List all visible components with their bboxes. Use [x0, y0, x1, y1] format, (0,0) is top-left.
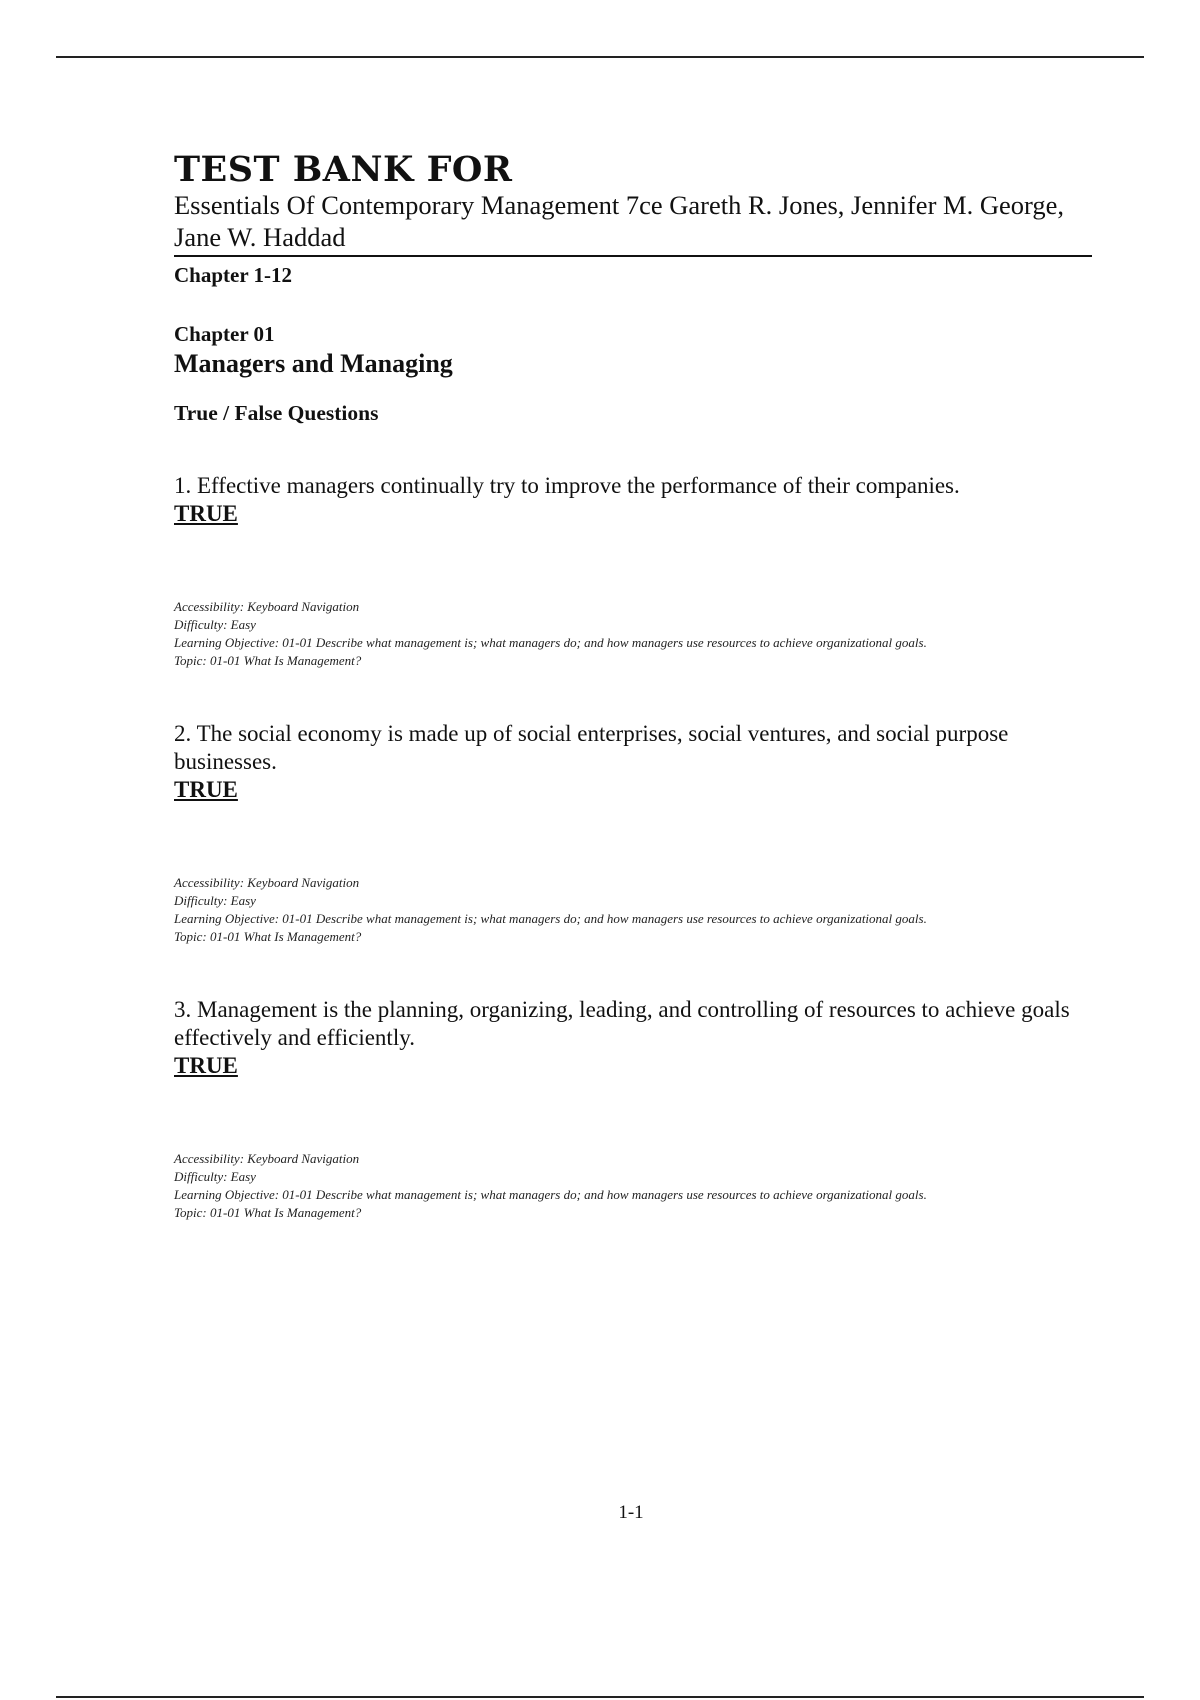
question-item [174, 472, 1092, 670]
meta-topic: Topic: 01-01 What Is Management? [174, 1205, 362, 1220]
test-bank-label: TEST BANK FOR [174, 149, 513, 190]
title-underline [174, 255, 1092, 257]
meta-objective: Learning Objective: 01-01 Describe what management is; what managers do; and how managers use resources to achieve organizational goals. [174, 911, 927, 926]
question-item [174, 996, 1092, 1222]
question-answer: TRUE [174, 501, 238, 526]
meta-difficulty: Difficulty: Easy [174, 1169, 256, 1184]
question-metadata [174, 1150, 1092, 1222]
question-text: 1. Effective managers continually try to improve the performance of their companies. [174, 473, 960, 498]
meta-topic: Topic: 01-01 What Is Management? [174, 653, 362, 668]
book-title: Essentials Of Contemporary Management 7ce Gareth R. Jones, Jennifer M. George, Jane W. Haddad [174, 190, 1064, 252]
section-heading: True / False Questions [174, 401, 379, 425]
question-text: 3. Management is the planning, organizing, leading, and controlling of resources to achieve goals effectively and efficiently. [174, 997, 1070, 1050]
chapter-range: Chapter 1-12 [174, 263, 293, 287]
meta-accessibility: Accessibility: Keyboard Navigation [174, 1151, 360, 1166]
meta-difficulty: Difficulty: Easy [174, 617, 256, 632]
meta-difficulty: Difficulty: Easy [174, 893, 256, 908]
page-number: 1-1 [618, 1502, 644, 1523]
top-rule [56, 56, 1144, 58]
question-list [174, 472, 1092, 1222]
page-content [174, 149, 1092, 1272]
meta-accessibility: Accessibility: Keyboard Navigation [174, 599, 360, 614]
meta-topic: Topic: 01-01 What Is Management? [174, 929, 362, 944]
question-answer: TRUE [174, 1053, 238, 1078]
meta-objective: Learning Objective: 01-01 Describe what management is; what managers do; and how managers use resources to achieve organizational goals. [174, 635, 927, 650]
question-text: 2. The social economy is made up of social enterprises, social ventures, and social purpose businesses. [174, 721, 1009, 774]
chapter-title: Managers and Managing [174, 349, 453, 378]
meta-accessibility: Accessibility: Keyboard Navigation [174, 875, 360, 890]
question-metadata [174, 598, 1092, 670]
chapter-number: Chapter 01 [174, 322, 275, 346]
question-answer: TRUE [174, 777, 238, 802]
bottom-rule [56, 1696, 1144, 1698]
question-metadata [174, 874, 1092, 946]
question-item [174, 720, 1092, 946]
meta-objective: Learning Objective: 01-01 Describe what management is; what managers do; and how managers use resources to achieve organizational goals. [174, 1187, 927, 1202]
